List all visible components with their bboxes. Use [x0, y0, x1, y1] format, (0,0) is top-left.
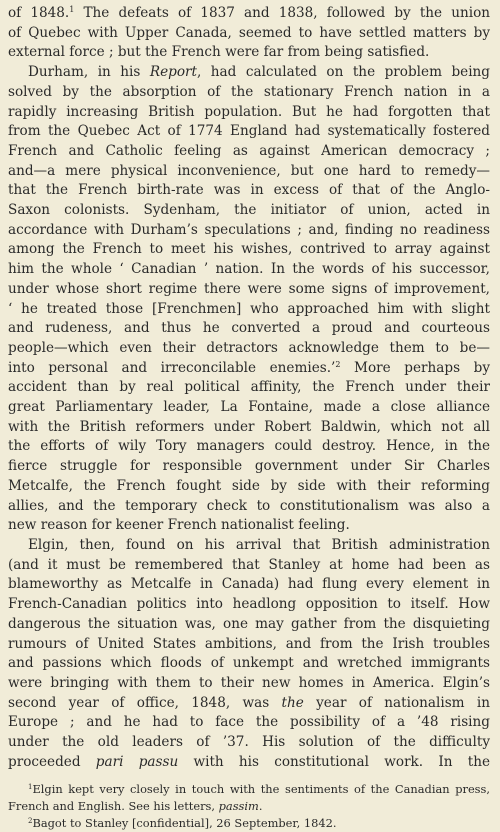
paragraph-3	[8, 536, 490, 772]
text-line: people—which even their detractors acknowledge them to be—	[8, 339, 490, 356]
text-line: blameworthy as Metcalfe in Canada) had flung every element in	[8, 576, 490, 593]
text-line: new reason for keener French nationalist feeling.	[8, 517, 350, 534]
italic-word: passim	[218, 799, 259, 814]
footnote-line	[8, 781, 490, 798]
text-line: ‘ he treated those [Frenchmen] who approached him with slight	[8, 300, 490, 317]
footnote-ref-2[interactable]: 2	[335, 359, 341, 369]
text-line: fierce struggle for responsible government under Sir Charles	[8, 458, 490, 475]
text-run: with his constitutional work. In the	[178, 753, 491, 770]
text-line	[8, 694, 490, 714]
text-line	[8, 4, 490, 24]
text-line: Metcalfe, the French fought side by side with their reforming	[8, 477, 490, 494]
text-line: under whose short regime there were some signs of improvement,	[8, 280, 490, 297]
text-line	[8, 753, 490, 773]
text-line: accident than by real political affinity, the French under their	[8, 379, 490, 396]
footnote-2	[8, 815, 490, 832]
text-line: dangerous the situation was, one may gather from the disquieting	[8, 615, 490, 632]
footnote-marker: 1	[28, 783, 33, 792]
text-run: , had calculated on the problem being	[197, 64, 490, 81]
text-line: with the British reformers under Robert Baldwin, which not all	[8, 418, 490, 435]
text-line: accordance with Durham’s speculations ; and, finding no readiness	[8, 221, 490, 238]
text-run: proceeded	[8, 753, 96, 770]
text-run: More perhaps by	[340, 359, 490, 376]
text-run: The defeats of 1837 and 1838, followed by the union	[74, 5, 491, 21]
text-line: French-Canadian politics into headlong opposition to itself. How	[8, 596, 490, 613]
text-line: (and it must be remembered that Stanley at home had been as	[8, 556, 490, 573]
text-line: the efforts of wily Tory managers could destroy. Hence, in the	[8, 438, 490, 455]
text-line	[8, 63, 490, 83]
italic-word: the	[281, 694, 304, 711]
footnotes	[8, 781, 490, 832]
footnote-1	[8, 781, 490, 815]
footnote-line	[28, 815, 490, 832]
footnote-marker: 2	[28, 817, 33, 826]
text-run: French and English. See his letters,	[8, 799, 219, 814]
text-line: from the Quebec Act of 1774 England had systematically fostered	[8, 123, 490, 140]
text-line: allies, and the temporary check to constitutionalism was also a	[8, 497, 490, 514]
text-run: second year of office, 1848, was	[8, 694, 282, 711]
text-run: Durham, in his	[28, 64, 150, 81]
text-line: Saxon colonists. Sydenham, the initiator of union, acted in	[8, 202, 490, 219]
text-line: him the whole ‘ Canadian ’ nation. In the words of his successor,	[8, 261, 490, 278]
italic-phrase: pari passu	[95, 753, 179, 770]
text-run: of 1848.	[8, 5, 70, 21]
text-run: .	[258, 799, 263, 814]
text-run: year of nationalism in	[303, 694, 490, 711]
footnote-line	[8, 798, 490, 815]
text-line: rapidly increasing British population. But he had forgotten that	[8, 103, 490, 120]
text-line: that the French birth-rate was in excess of that of the Anglo-	[8, 182, 490, 199]
text-run: Bagot to Stanley [confidential], 26 September, 1842.	[32, 816, 337, 831]
text-line: French and Catholic feeling as against American democracy ;	[8, 142, 490, 159]
text-line: rumours of United States ambitions, and from the Irish troubles	[8, 635, 490, 652]
text-line: were bringing with them to their new homes in America. Elgin’s	[8, 674, 490, 691]
italic-title: Report	[149, 64, 197, 81]
paragraph-1	[8, 4, 490, 63]
text-line: under the old leaders of ’37. His solution of the difficulty	[8, 734, 490, 751]
text-line: great Parliamentary leader, La Fontaine, made a close alliance	[8, 399, 490, 416]
text-line: Europe ; and he had to face the possibility of a ’48 rising	[8, 714, 490, 731]
text-line: of Quebec with Upper Canada, seemed to have settled matters by	[8, 24, 490, 41]
text-line: among the French to meet his wishes, contrived to array against	[8, 241, 490, 258]
footnote-ref-1[interactable]: 1	[69, 5, 75, 14]
text-line	[8, 359, 490, 379]
text-line: solved by the absorption of the stationary French nation in a	[8, 83, 490, 100]
text-run: into personal and irreconcilable enemies.’	[8, 359, 336, 376]
text-run: Elgin kept very closely in touch with the sentiments of the Canadian press,	[32, 782, 490, 797]
text-line: and passions which floods of unkempt and wretched immigrants	[8, 655, 490, 672]
text-line: and—a mere physical inconvenience, but one hard to remedy—	[8, 162, 490, 179]
text-line: Elgin, then, found on his arrival that British administration	[28, 536, 490, 553]
text-line: external force ; but the French were far from being satisfied.	[8, 44, 430, 61]
text-line: and rudeness, and thus he converted a proud and courteous	[8, 320, 490, 337]
paragraph-2	[8, 63, 490, 536]
